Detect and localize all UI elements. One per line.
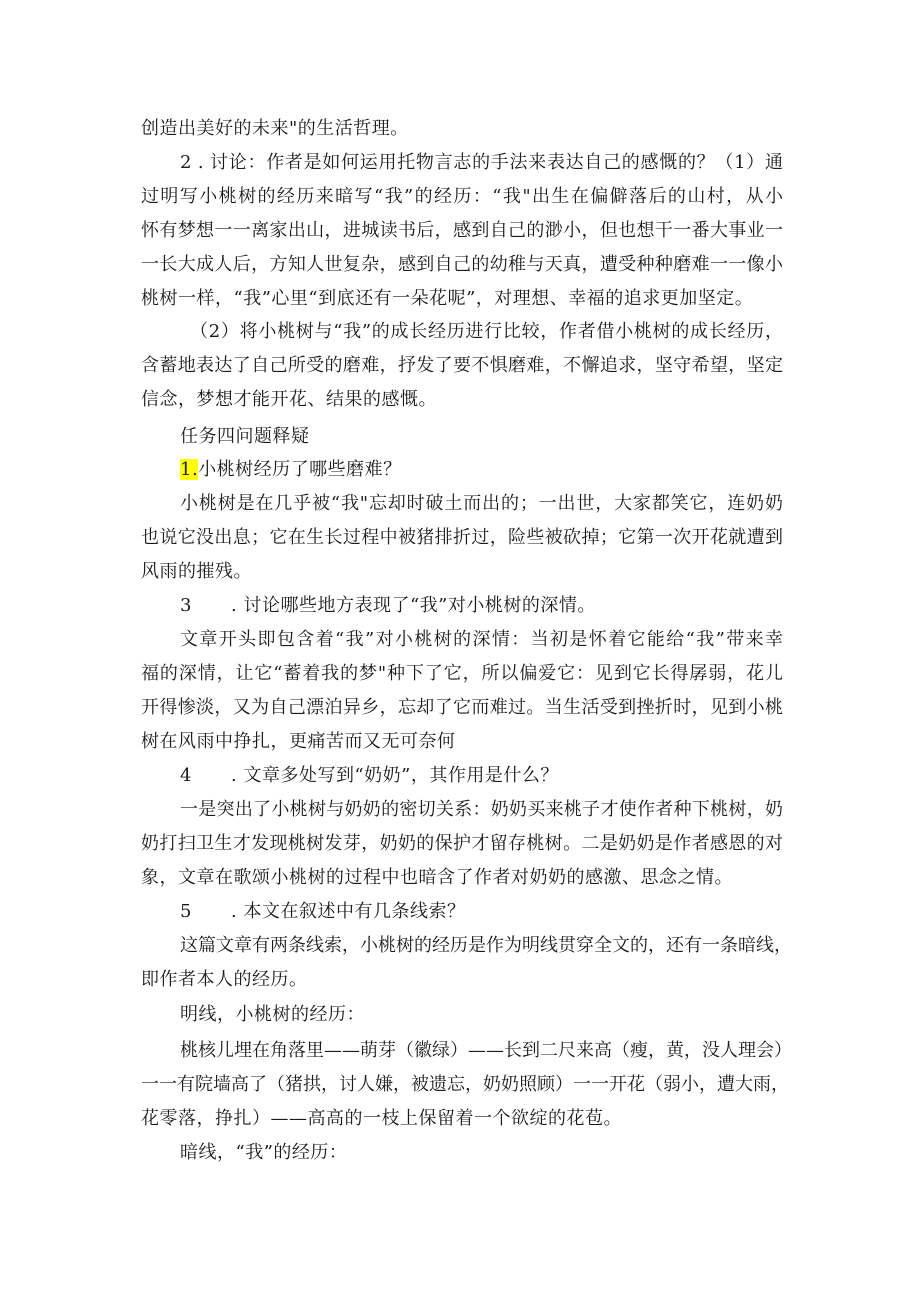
text-line: 象，文章在歌颂小桃树的过程中也暗含了作者对奶奶的感激、思念之情。 [141, 867, 733, 888]
text-line: 开得惨淡，又为自己漂泊异乡，忘却了它而难过。当生活受到挫折时，见到小桃 [141, 697, 783, 718]
text-line: 暗线，“我”的经历： [180, 1142, 348, 1163]
question-number: 3 [180, 595, 192, 616]
text-line: 桃树一样，“我”心里“到底还有一朵花呢”，对理想、幸福的追求更加坚定。 [141, 288, 754, 309]
question-text: . 本文在叙述中有几条线索？ [231, 901, 466, 922]
text-line: 过明写小桃树的经历来暗写“我”的经历：“我"出生在偏僻落后的山村，从小 [141, 186, 783, 207]
text-line: 一长大成人后，方知人世复杂，感到自己的幼稚与天真，遭受种种磨难一一像小 [141, 254, 783, 275]
text-line: 明线，小桃树的经历： [180, 1004, 365, 1025]
text-line: 树在风雨中挣扎，更痛苦而又无可奈何 [141, 731, 456, 752]
question-number: 5 [180, 901, 192, 922]
question-text: 小桃树经历了哪些磨难？ [198, 459, 402, 480]
text-line: 文章开头即包含着“我”对小桃树的深情：当初是怀着它能给“我”带来幸 [180, 629, 783, 650]
text-line: 桃核儿埋在角落里——萌芽（徽绿）——长到二尺来高（瘦，黄，没人理会） [180, 1040, 792, 1061]
text-line: 即作者本人的经历。 [141, 969, 308, 990]
text-line: 2 . 讨论：作者是如何运用托物言志的手法来表达自己的感慨的？（1）通 [180, 152, 783, 173]
text-line: 小桃树是在几乎被“我"忘却时破土而出的；一出世，大家都笑它，连奶奶 [180, 493, 783, 514]
text-line: 创造出美好的未来"的生活哲理。 [141, 118, 409, 139]
text-line: 含蓄地表达了自己所受的磨难，抒发了要不惧磨难，不懈追求，坚守希望，坚定 [141, 355, 783, 376]
highlight-number: 1. [180, 459, 199, 480]
text-line: 这篇文章有两条线索，小桃树的经历是作为明线贯穿全文的，还有一条暗线， [180, 935, 792, 956]
text-line: 福的深情，让它“蓄着我的梦"种下了它，所以偏爱它：见到它长得孱弱，花儿 [141, 663, 783, 684]
text-line: 一一有院墙高了（猪拱，讨人嫌，被遗忘，奶奶照顾）一一开花（弱小，遭大雨， [141, 1074, 789, 1095]
text-line: 奶打扫卫生才发现桃树发芽，奶奶的保护才留存桃树。二是奶奶是作者感恩的对 [141, 833, 783, 854]
text-line: 怀有梦想一一离家出山，进城读书后，感到自己的渺小，但也想干一番大事业一 [141, 220, 783, 241]
question-text: . 文章多处写到“奶奶”，其作用是什么？ [231, 765, 559, 786]
text-line: 风雨的摧残。 [141, 561, 252, 582]
question-line [180, 458, 402, 482]
section-heading: 任务四问题释疑 [180, 426, 310, 447]
question-text: . 讨论哪些地方表现了“我”对小桃树的深情。 [231, 595, 596, 616]
text-line: 也说它没出息；它在生长过程中被猪排折过，险些被砍掉；它第一次开花就遭到 [141, 527, 783, 548]
question-number: 4 [180, 765, 192, 786]
text-line: 信念，梦想才能开花、结果的感慨。 [141, 389, 437, 410]
text-line: （2）将小桃树与“我”的成长经历进行比较，作者借小桃树的成长经历， [190, 321, 783, 342]
text-line: 一是突出了小桃树与奶奶的密切关系：奶奶买来桃子才使作者种下桃树，奶 [180, 799, 783, 820]
text-line: 花零落，挣扎）——高高的一枝上保留着一个欲绽的花苞。 [141, 1108, 622, 1129]
